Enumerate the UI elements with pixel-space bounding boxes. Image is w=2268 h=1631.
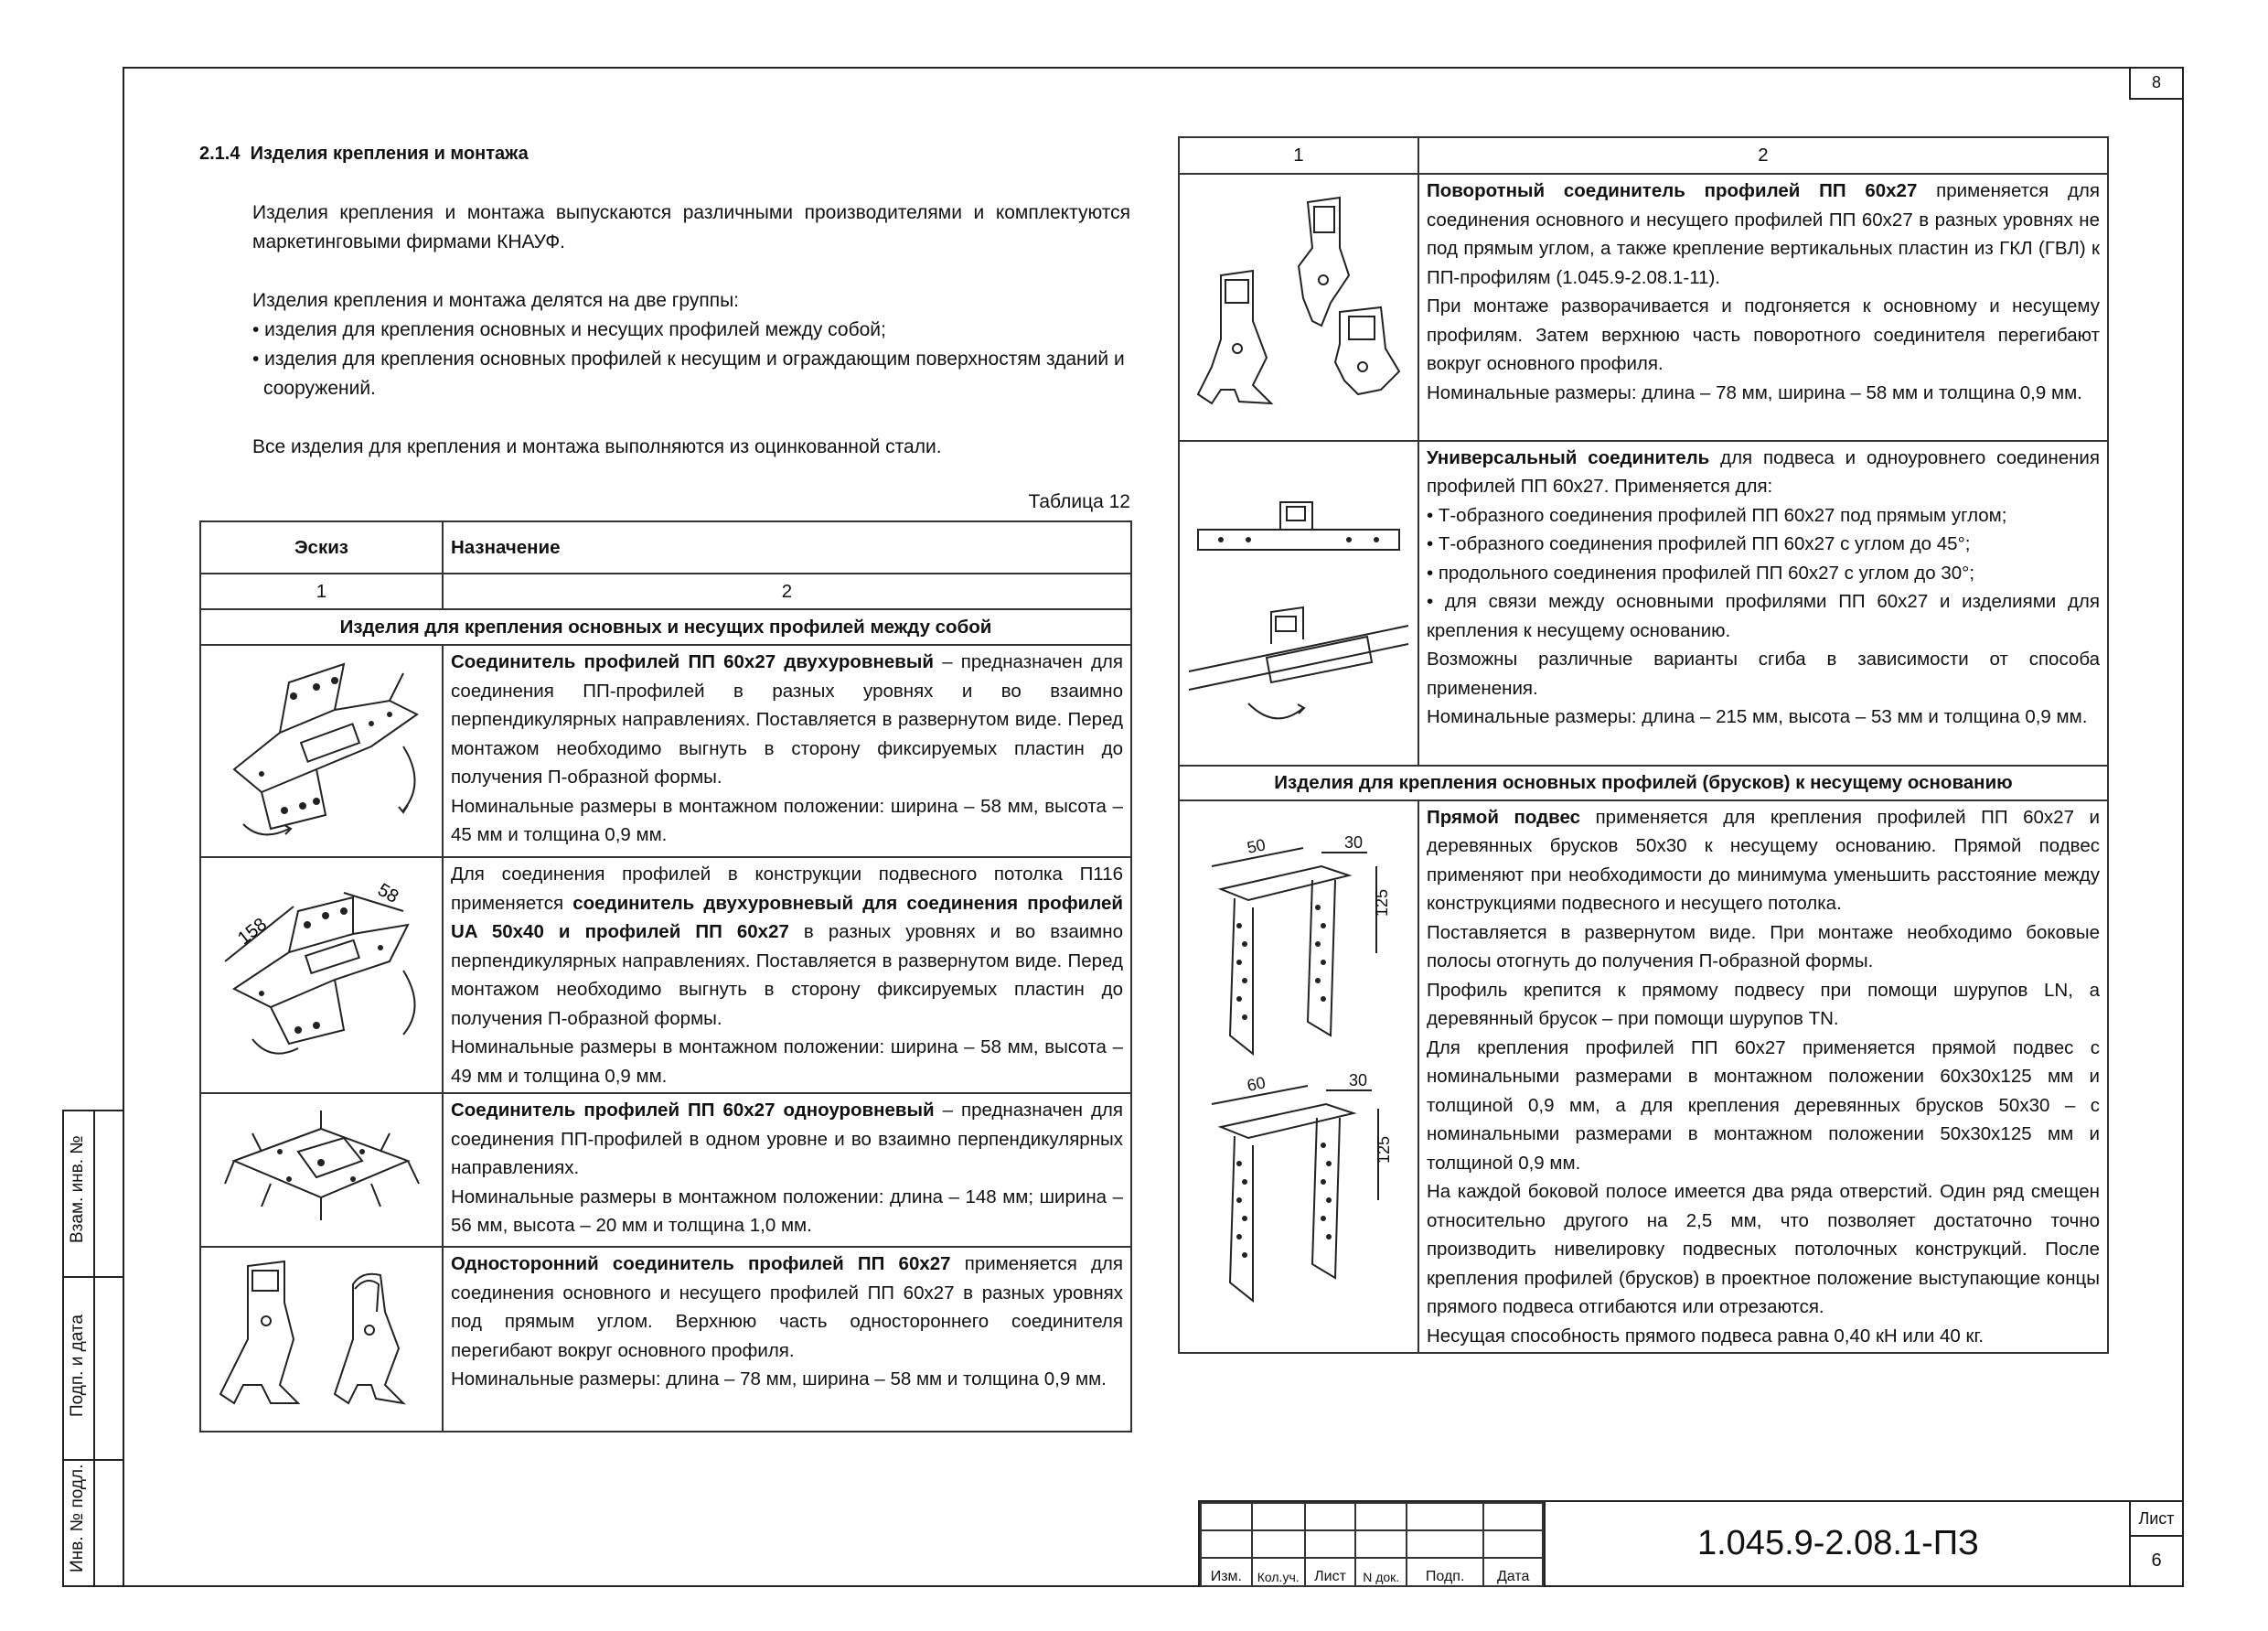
header-num-1: 1 — [200, 574, 443, 609]
dim-60: 60 — [1245, 1073, 1268, 1095]
rrow3-text3: Профиль крепится к прямому подвесу при помощи шурупов LN, а деревянный брусок – при помощи шурупов TN. — [1426, 979, 2100, 1029]
right-header-num-1: 1 — [1179, 137, 1418, 174]
tb-col-podp: Подп. — [1407, 1558, 1483, 1586]
tb-col-izm: Изм. — [1201, 1558, 1252, 1586]
row1-text2: Номинальные размеры в монтажном положении: ширина – 58 мм, высота – 45 мм и толщина 0,9 мм. — [450, 795, 1123, 845]
group-heading-1: Изделия для крепления основных и несущих профилей между собой — [200, 609, 1131, 645]
intro-p3: Все изделия для крепления и монтажа выполняются из оцинкованной стали. — [252, 436, 942, 457]
revision-grid — [1200, 1502, 1544, 1587]
row1-text: – предназначен для соединения ПП-профилей в разных уровнях и во взаимно перпендикулярных направлениях. Поставляется в развернутом виде. Перед монтажом необходимо выгнуть в сторону фиксируемых пластин до получения П-образной формы. — [450, 651, 1123, 788]
tb-col-ndok: N док. — [1355, 1558, 1407, 1586]
row1-bold: Соединитель профилей ПП 60х27 двухуровневый — [450, 651, 934, 672]
intro-p1: Изделия крепления и монтажа выпускаются различными производителями и комплектуются маркетинговыми фирмами КНАУФ. — [252, 202, 1130, 252]
table-caption: Таблица 12 — [1028, 491, 1130, 512]
dim-50: 50 — [1245, 835, 1268, 857]
section-heading — [199, 144, 529, 165]
row2-bold: соединитель двухуровневый для соединения профилей UA 50х40 и профилей ПП 60х27 — [450, 892, 1123, 942]
row-direct-hanger — [1418, 800, 2108, 1354]
side-label-podp: Подп. и дата — [68, 1314, 87, 1417]
rrow1-text2: При монтаже разворачивается и подгоняется к основному и несущему профилям. Затем верхнюю часть поворотного соединителя перегибают вокруг основного профиля. — [1426, 295, 2100, 374]
row-swivel-connector — [1418, 174, 2108, 441]
row4-bold: Односторонний соединитель профилей ПП 60х27 — [450, 1253, 951, 1274]
page-number-top: 8 — [2129, 67, 2182, 100]
dim-125-top: 125 — [1372, 888, 1391, 917]
row2-text: в разных уровнях и во взаимно перпендикулярных направлениях. Поставляется в развернутом виде. Перед монтажом необходимо выгнуть в сторону фиксируемых пластин до получения П-образной формы. — [450, 921, 1123, 1029]
right-header-num-2: 2 — [1418, 137, 2108, 174]
row3-text: – предназначен для соединения ПП-профилей в одном уровне и во взаимно перпендикулярных направлениях. — [450, 1100, 1123, 1178]
rrow1-text3: Номинальные размеры: длина – 78 мм, ширина – 58 мм и толщина 0,9 мм. — [1426, 381, 2082, 403]
rrow3-text2: Поставляется в развернутом виде. При монтаже необходимо боковые полосы отогнуть до получения П-образной формы. — [1426, 921, 2100, 971]
dim-158: 158 — [234, 914, 272, 950]
side-stamp — [62, 1110, 124, 1587]
row4-text2: Номинальные размеры: длина – 78 мм, ширина – 58 мм и толщина 0,9 мм. — [450, 1368, 1107, 1390]
rrow2-text2: Возможны различные варианты сгиба в зависимости от способа применения. — [1426, 649, 2100, 699]
rrow3-text: применяется для крепления профилей ПП 60х27 и деревянных брусков 50х30 к несущему основанию. Прямой подвес применяют при необходимости до минимума уменьшить расстояние между конструкциями подвесного и несущего потолка. — [1426, 806, 2100, 914]
row3-text2: Номинальные размеры в монтажном положении: длина – 148 мм; ширина – 56 мм, высота – 20 мм и толщина 1,0 мм. — [450, 1186, 1123, 1236]
section-title: Изделия крепления и монтажа — [250, 144, 529, 164]
intro-item-1: • изделия для крепления основных и несущих профилей между собой; — [252, 319, 886, 340]
tb-col-data: Дата — [1483, 1558, 1543, 1586]
dim-30-bottom: 30 — [1348, 1071, 1367, 1089]
row-two-level-connector-ua — [443, 857, 1131, 1093]
doc-code: 1.045.9-2.08.1-ПЗ — [1544, 1502, 2131, 1585]
row2-pre: Для соединения профилей в конструкции подвесного потолка П116 применяется — [450, 864, 1123, 914]
group-heading-2: Изделия для крепления основных профилей (брусков) к несущему основанию — [1179, 766, 2108, 800]
rrow2-bold: Универсальный соединитель — [1426, 446, 1710, 468]
rrow3-text5: На каждой боковой полосе имеется два ряда отверстий. Один ряд смещен относительно другого на 2,5 мм, что позволяет достаточно точно производить нивелировку подвесных потолочных конструкций. После крепления профилей (брусков) в проектное положение выступающие концы прямого подвеса отгибаются или отрезаются. — [1426, 1181, 2100, 1317]
rrow1-text: применяется для соединения основного и несущего профилей ПП 60х27 в разных уровнях не под прямым углом, а также крепление вертикальных пластин из ГКЛ (ГВЛ) к ПП-профилям (1.045.9-2.08.1-11). — [1426, 180, 2100, 288]
sketch-two-level-connector — [200, 645, 443, 857]
rrow2-text3: Номинальные размеры: длина – 215 мм, высота – 53 мм и толщина 0,9 мм. — [1426, 706, 2088, 727]
header-num-2: 2 — [443, 574, 1131, 609]
row-two-level-connector — [443, 645, 1131, 857]
side-label-vzam: Взам. инв. № — [68, 1135, 87, 1243]
row-universal-connector — [1418, 441, 2108, 766]
sheet-number: 6 — [2151, 1551, 2162, 1571]
row4-text: применяется для соединения основного и несущего профилей ПП 60х27 в разных уровнях под прямым углом. Верхнюю часть одностороннего соединителя перегибают вокруг основного профиля. — [450, 1253, 1123, 1361]
row-one-sided-connector — [443, 1247, 1131, 1432]
row-one-level-connector — [443, 1093, 1131, 1247]
dim-125-bottom: 125 — [1374, 1135, 1393, 1164]
rrow1-bold: Поворотный соединитель профилей ПП 60х27 — [1426, 180, 1918, 201]
left-table — [199, 520, 1132, 1432]
header-purpose: Назначение — [443, 521, 1131, 574]
dim-58: 58 — [374, 880, 402, 908]
rrow2-item2: • Т-образного соединения профилей ПП 60х27 с углом до 45°; — [1426, 533, 1971, 554]
right-table — [1178, 136, 2109, 1354]
sketch-two-level-connector-ua — [200, 857, 443, 1093]
rrow2-text: для подвеса и одноуровнего соединения профилей ПП 60х27. Применяется для: — [1426, 446, 2100, 497]
rrow3-text4: Для крепления профилей ПП 60х27 применяется прямой подвес с номинальными размерами в монтажном положении 60х30х125 мм и толщиной 0,9 мм, а для крепления деревянных брусков 50х30 – с номинальными размерами в монтажном положении 50х30х125 мм и толщиной 0,9 мм. — [1426, 1036, 2100, 1174]
header-sketch: Эскиз — [200, 521, 443, 574]
intro-item-2: • изделия для крепления основных профилей к несущим и ограждающим поверхностям зданий и сооружений. — [252, 349, 1125, 399]
rrow3-bold: Прямой подвес — [1426, 806, 1580, 828]
section-number: 2.1.4 — [199, 144, 241, 164]
sketch-universal-connector — [1179, 441, 1418, 766]
rrow2-item4: • для связи между основными профилями ПП 60х27 и изделиями для крепления к несущему основанию. — [1426, 591, 2100, 641]
sketch-direct-hanger — [1179, 800, 1418, 1354]
rrow2-item3: • продольного соединения профилей ПП 60х27 с углом до 30°; — [1426, 562, 1975, 584]
tb-col-koluch: Кол.уч. — [1252, 1558, 1305, 1586]
side-label-inv: Инв. № подл. — [68, 1464, 87, 1572]
sheet-label: Лист — [2131, 1502, 2182, 1537]
row2-text2: Номинальные размеры в монтажном положении: ширина – 58 мм, высота – 49 мм и толщина 0,9 мм. — [450, 1036, 1123, 1087]
row3-bold: Соединитель профилей ПП 60х27 одноуровневый — [450, 1100, 935, 1121]
tb-col-list: Лист — [1305, 1558, 1356, 1586]
dim-30-top: 30 — [1343, 833, 1363, 852]
sheet-box — [2129, 1502, 2182, 1585]
intro-p2-lead: Изделия крепления и монтажа делятся на две группы: — [252, 290, 739, 311]
sketch-swivel-connector — [1179, 174, 1418, 441]
title-block — [1198, 1500, 2182, 1585]
sketch-one-sided-connector — [200, 1247, 443, 1432]
rrow3-text6: Несущая способность прямого подвеса равна 0,40 кН или 40 кг. — [1426, 1325, 1984, 1347]
sketch-one-level-connector — [200, 1093, 443, 1247]
rrow2-item1: • Т-образного соединения профилей ПП 60х27 под прямым углом; — [1426, 504, 2007, 526]
